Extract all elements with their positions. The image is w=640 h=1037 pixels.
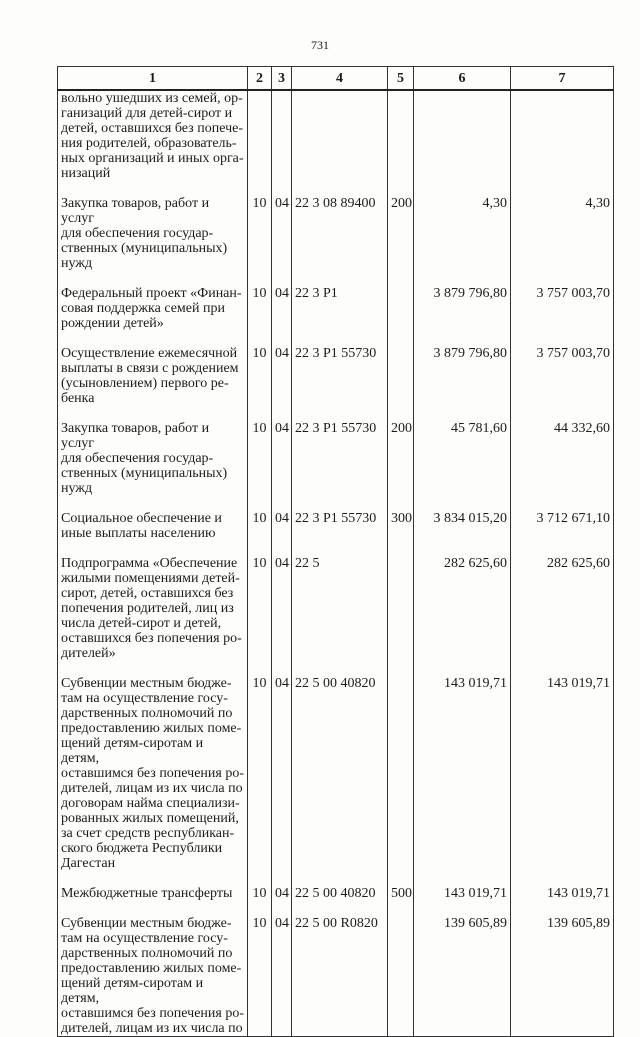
spacer-cell: [292, 271, 388, 286]
row-expense-type-cell: [388, 556, 414, 661]
spacer-cell: [511, 496, 614, 511]
row-name-cell: Социальное обеспечение и иные выплаты населению: [58, 511, 248, 541]
spacer-cell: [388, 181, 414, 196]
spacer-cell: [58, 901, 248, 916]
spacer-cell: [511, 871, 614, 886]
row-subsection-cell: 04: [272, 346, 292, 406]
table-row: [58, 196, 614, 271]
row-amount-year1-cell: 282 625,60: [414, 556, 511, 661]
row-section-cell: 10: [248, 556, 272, 661]
spacer-cell: [248, 901, 272, 916]
spacer-cell: [511, 331, 614, 346]
spacer-cell: [292, 661, 388, 676]
row-amount-year1-cell: 3 834 015,20: [414, 511, 511, 541]
spacer-cell: [248, 271, 272, 286]
row-expense-type-cell: 500: [388, 886, 414, 901]
row-section-cell: [248, 90, 272, 181]
spacer-cell: [292, 331, 388, 346]
column-header-4: 4: [292, 67, 388, 91]
row-expense-type-cell: [388, 90, 414, 181]
spacer-cell: [414, 661, 511, 676]
spacer-cell: [248, 496, 272, 511]
row-spacer: [58, 901, 614, 916]
spacer-cell: [414, 901, 511, 916]
spacer-cell: [388, 541, 414, 556]
row-section-cell: 10: [248, 511, 272, 541]
row-subsection-cell: 04: [272, 196, 292, 271]
spacer-cell: [58, 541, 248, 556]
spacer-cell: [58, 496, 248, 511]
column-header-3: 3: [272, 67, 292, 91]
row-subsection-cell: 04: [272, 886, 292, 901]
row-subsection-cell: 04: [272, 421, 292, 496]
row-expense-type-cell: [388, 286, 414, 331]
row-target-code-cell: [292, 90, 388, 181]
row-amount-year2-cell: 139 605,89: [511, 916, 614, 1037]
row-amount-year2-cell: 44 332,60: [511, 421, 614, 496]
row-section-cell: 10: [248, 886, 272, 901]
row-name-cell: вольно ушедших из семей, ор- ганизаций для детей-сирот и детей, оставшихся без попече- ния родителей, образователь- ных организаций и иных орга- низаций: [58, 90, 248, 181]
spacer-cell: [414, 541, 511, 556]
spacer-cell: [414, 871, 511, 886]
column-header-5: 5: [388, 67, 414, 91]
column-header-2: 2: [248, 67, 272, 91]
row-expense-type-cell: 300: [388, 511, 414, 541]
spacer-cell: [272, 181, 292, 196]
row-amount-year2-cell: 143 019,71: [511, 886, 614, 901]
row-amount-year2-cell: 143 019,71: [511, 676, 614, 871]
spacer-cell: [292, 541, 388, 556]
row-expense-type-cell: [388, 676, 414, 871]
spacer-cell: [272, 541, 292, 556]
spacer-cell: [388, 661, 414, 676]
spacer-cell: [388, 331, 414, 346]
spacer-cell: [58, 406, 248, 421]
row-spacer: [58, 541, 614, 556]
spacer-cell: [511, 661, 614, 676]
spacer-cell: [388, 496, 414, 511]
spacer-cell: [292, 496, 388, 511]
table-row: [58, 346, 614, 406]
spacer-cell: [272, 406, 292, 421]
row-name-cell: Субвенции местным бюдже- там на осуществление госу- дарственных полномочий по предоставлению жилых поме- щений детям-сиротам и детям, оставшимся без попечения ро- дителей, лицам из их числа по договорам найма специализи- рованных жилых помещений, за счет средств республикан- ского бюджета Республики Дагестан: [58, 676, 248, 871]
row-name-cell: Закупка товаров, работ и услуг для обеспечения государ- ственных (муниципальных) нужд: [58, 196, 248, 271]
row-amount-year2-cell: 4,30: [511, 196, 614, 271]
row-target-code-cell: 22 5 00 40820: [292, 676, 388, 871]
table-row: [58, 676, 614, 871]
row-subsection-cell: 04: [272, 286, 292, 331]
row-section-cell: 10: [248, 916, 272, 1037]
spacer-cell: [511, 901, 614, 916]
row-subsection-cell: [272, 90, 292, 181]
row-spacer: [58, 496, 614, 511]
row-amount-year1-cell: 4,30: [414, 196, 511, 271]
spacer-cell: [58, 181, 248, 196]
spacer-cell: [248, 181, 272, 196]
row-subsection-cell: 04: [272, 511, 292, 541]
spacer-cell: [272, 331, 292, 346]
row-expense-type-cell: 200: [388, 196, 414, 271]
row-expense-type-cell: 200: [388, 421, 414, 496]
table-row: [58, 90, 614, 181]
header-row: [58, 67, 614, 91]
row-amount-year2-cell: 3 757 003,70: [511, 286, 614, 331]
row-name-cell: Межбюджетные трансферты: [58, 886, 248, 901]
row-name-cell: Осуществление ежемесячной выплаты в связи с рождением (усыновлением) первого ре- бенка: [58, 346, 248, 406]
row-name-cell: Субвенции местным бюдже- там на осуществление госу- дарственных полномочий по предоставлению жилых поме- щений детям-сиротам и детям, оставшимся без попечения ро- дителей, лицам из их числа по: [58, 916, 248, 1037]
spacer-cell: [511, 271, 614, 286]
column-header-7: 7: [511, 67, 614, 91]
spacer-cell: [292, 871, 388, 886]
table-row: [58, 421, 614, 496]
row-amount-year1-cell: 139 605,89: [414, 916, 511, 1037]
spacer-cell: [272, 271, 292, 286]
spacer-cell: [388, 871, 414, 886]
spacer-cell: [511, 181, 614, 196]
row-amount-year1-cell: 143 019,71: [414, 886, 511, 901]
row-spacer: [58, 331, 614, 346]
table-row: [58, 886, 614, 901]
row-subsection-cell: 04: [272, 676, 292, 871]
spacer-cell: [58, 271, 248, 286]
spacer-cell: [248, 406, 272, 421]
row-subsection-cell: 04: [272, 556, 292, 661]
spacer-cell: [58, 331, 248, 346]
spacer-cell: [248, 331, 272, 346]
row-target-code-cell: 22 3 08 89400: [292, 196, 388, 271]
row-section-cell: 10: [248, 676, 272, 871]
spacer-cell: [272, 901, 292, 916]
spacer-cell: [414, 181, 511, 196]
spacer-cell: [414, 496, 511, 511]
row-target-code-cell: 22 5 00 R0820: [292, 916, 388, 1037]
row-amount-year1-cell: 143 019,71: [414, 676, 511, 871]
row-spacer: [58, 871, 614, 886]
spacer-cell: [414, 331, 511, 346]
row-spacer: [58, 661, 614, 676]
spacer-cell: [388, 901, 414, 916]
spacer-cell: [414, 406, 511, 421]
row-amount-year1-cell: [414, 90, 511, 181]
row-spacer: [58, 271, 614, 286]
row-amount-year2-cell: [511, 90, 614, 181]
spacer-cell: [292, 406, 388, 421]
row-amount-year1-cell: 3 879 796,80: [414, 346, 511, 406]
row-target-code-cell: 22 3 P1 55730: [292, 421, 388, 496]
spacer-cell: [248, 871, 272, 886]
row-section-cell: 10: [248, 421, 272, 496]
spacer-cell: [272, 496, 292, 511]
spacer-cell: [58, 661, 248, 676]
spacer-cell: [388, 271, 414, 286]
page-number: 731: [311, 38, 329, 52]
table-row: [58, 916, 614, 1037]
spacer-cell: [248, 661, 272, 676]
row-name-cell: Подпрограмма «Обеспечение жилыми помещениями детей- сирот, детей, оставшихся без попечения родителей, лиц из числа детей-сирот и детей, оставшихся без попечения ро- дителей»: [58, 556, 248, 661]
row-expense-type-cell: [388, 916, 414, 1037]
spacer-cell: [388, 406, 414, 421]
table-row: [58, 286, 614, 331]
spacer-cell: [292, 181, 388, 196]
row-name-cell: Федеральный проект «Финан- совая поддержка семей при рождении детей»: [58, 286, 248, 331]
row-expense-type-cell: [388, 346, 414, 406]
row-target-code-cell: 22 3 P1: [292, 286, 388, 331]
spacer-cell: [272, 871, 292, 886]
row-spacer: [58, 406, 614, 421]
table-row: [58, 556, 614, 661]
spacer-cell: [272, 661, 292, 676]
row-amount-year2-cell: 3 757 003,70: [511, 346, 614, 406]
row-amount-year2-cell: 3 712 671,10: [511, 511, 614, 541]
row-subsection-cell: 04: [272, 916, 292, 1037]
row-spacer: [58, 181, 614, 196]
row-target-code-cell: 22 5 00 40820: [292, 886, 388, 901]
table-row: [58, 511, 614, 541]
row-target-code-cell: 22 3 P1 55730: [292, 346, 388, 406]
column-header-6: 6: [414, 67, 511, 91]
row-amount-year1-cell: 45 781,60: [414, 421, 511, 496]
spacer-cell: [58, 871, 248, 886]
budget-table: [57, 66, 614, 1037]
row-amount-year2-cell: 282 625,60: [511, 556, 614, 661]
spacer-cell: [292, 901, 388, 916]
spacer-cell: [414, 271, 511, 286]
row-amount-year1-cell: 3 879 796,80: [414, 286, 511, 331]
row-name-cell: Закупка товаров, работ и услуг для обеспечения государ- ственных (муниципальных) нужд: [58, 421, 248, 496]
row-target-code-cell: 22 5: [292, 556, 388, 661]
column-header-1: 1: [58, 67, 248, 91]
row-section-cell: 10: [248, 286, 272, 331]
row-section-cell: 10: [248, 196, 272, 271]
row-section-cell: 10: [248, 346, 272, 406]
spacer-cell: [511, 406, 614, 421]
row-target-code-cell: 22 3 P1 55730: [292, 511, 388, 541]
spacer-cell: [248, 541, 272, 556]
spacer-cell: [511, 541, 614, 556]
